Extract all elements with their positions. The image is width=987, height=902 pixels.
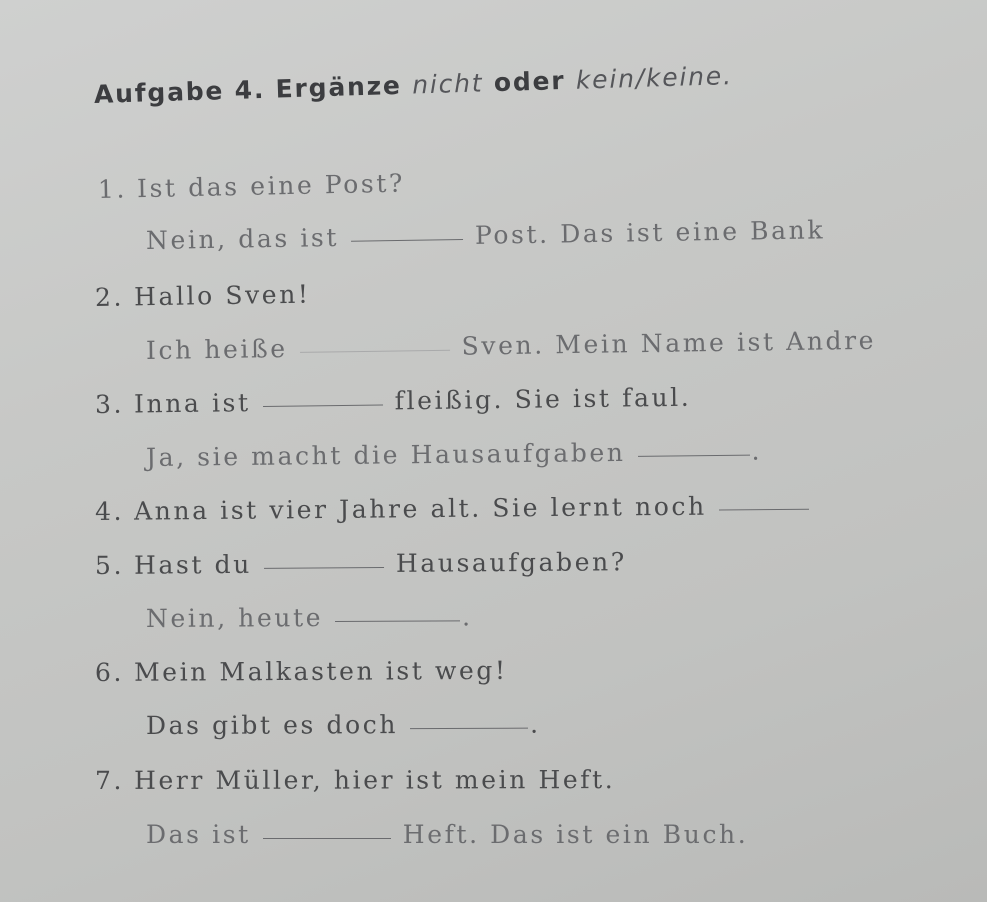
task-word-nicht: nicht [411, 68, 484, 100]
item-1-question [98, 169, 406, 204]
answer-blank[interactable] [300, 348, 450, 353]
question-text-after: Hausaufgaben? [395, 547, 627, 578]
answer-text-before: Das gibt es doch [145, 710, 399, 740]
item-number: 3. [94, 389, 125, 419]
answer-text-after: . [462, 602, 473, 632]
answer-blank[interactable] [410, 726, 528, 729]
task-prefix: Aufgabe 4. Ergänze [93, 70, 403, 109]
item-5-answer [146, 602, 473, 633]
question-blank[interactable] [263, 402, 383, 406]
question-text: Herr Müller, hier ist mein Heft. [134, 765, 616, 795]
item-6-answer [146, 710, 541, 740]
question-blank[interactable] [719, 507, 809, 511]
item-7-question [95, 765, 615, 795]
answer-text-after: Heft. Das ist ein Buch. [402, 820, 749, 849]
item-1-answer [146, 215, 826, 255]
task-connector: oder [493, 66, 566, 98]
question-text-before: Anna ist vier Jahre alt. Sie lernt noch [133, 491, 707, 526]
answer-text-before: Das ist [146, 820, 251, 849]
item-4-question [95, 491, 809, 526]
answer-text-before: Nein, das ist [145, 222, 340, 255]
item-7-answer [146, 820, 748, 849]
question-text-before: Inna ist [133, 388, 251, 419]
item-3-question [95, 383, 692, 419]
answer-text-after: . [530, 709, 541, 739]
item-number: 1. [97, 174, 128, 204]
item-number: 6. [94, 657, 125, 687]
question-text: Mein Malkasten ist weg! [133, 655, 508, 687]
answer-text-before: Ich heiße [145, 334, 288, 365]
answer-blank[interactable] [335, 618, 460, 622]
item-5-question [95, 547, 627, 580]
answer-text-before: Nein, heute [145, 603, 324, 633]
item-number: 5. [94, 550, 125, 580]
answer-blank[interactable] [263, 836, 391, 839]
item-number: 2. [94, 282, 125, 312]
question-blank[interactable] [264, 565, 384, 569]
question-text: Hallo Sven! [133, 279, 311, 312]
question-text-after: fleißig. Sie ist faul. [394, 382, 692, 416]
answer-text-after: . [751, 436, 763, 466]
item-2-question [95, 280, 311, 312]
task-word-kein: kein/keine. [575, 61, 734, 95]
answer-blank[interactable] [638, 453, 750, 457]
item-number: 7. [94, 765, 125, 795]
item-number: 4. [94, 496, 125, 526]
item-6-question [95, 656, 508, 687]
answer-text-after: Post. Das ist eine Bank [474, 215, 826, 250]
question-text-before: Hast du [133, 549, 253, 580]
answer-text-before: Ja, sie macht die Hausaufgaben [145, 437, 626, 472]
item-2-answer [146, 326, 876, 365]
answer-text-after: Sven. Mein Name ist Andre [461, 325, 877, 361]
task-title [94, 61, 734, 109]
item-3-answer [146, 437, 762, 472]
question-text: Ist das eine Post? [136, 168, 406, 204]
answer-blank[interactable] [351, 237, 463, 242]
